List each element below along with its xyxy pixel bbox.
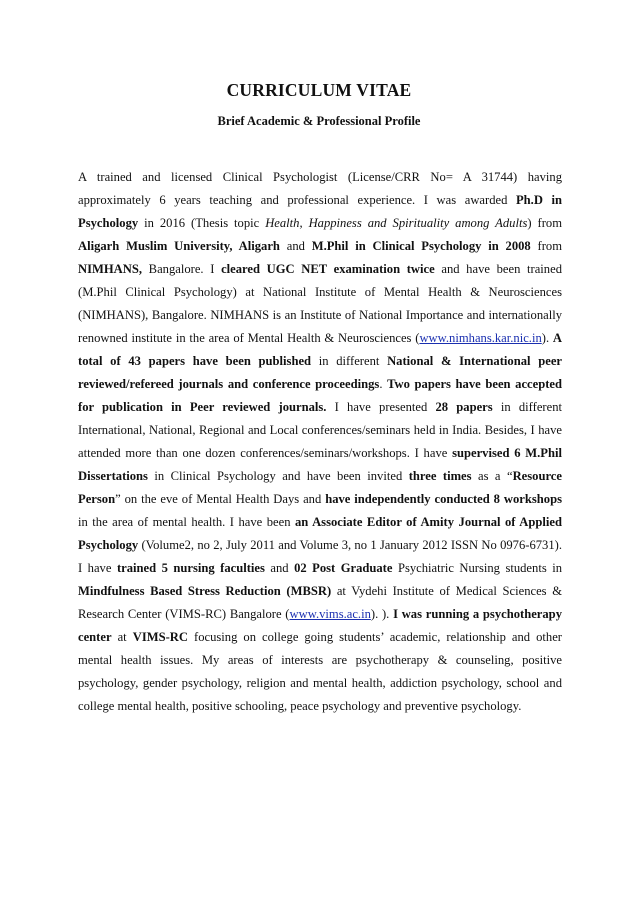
body-text: Psychiatric Nursing students in	[392, 560, 562, 575]
bold-text: A total of 43 papers have been published	[78, 330, 562, 368]
body-text: Bangalore. I	[142, 261, 222, 276]
body-text: in Clinical Psychology and have been invited	[147, 468, 409, 483]
body-text: ) from	[527, 215, 562, 230]
body-text: A trained and licensed Clinical Psychologist (License/CRR No= A 31744) having approximately 6 years teaching and professional experience. I was awarded	[78, 169, 562, 207]
bold-text: Ph.D in Psychology	[78, 192, 562, 230]
body-text: and	[279, 238, 312, 253]
body-text: ” on the eve of Mental Health Days and	[115, 491, 326, 506]
bold-text: NIMHANS,	[78, 261, 143, 276]
bold-text: National & International peer reviewed/refereed journals and conference proceedings	[78, 353, 562, 391]
bold-text: 28 papers	[435, 399, 493, 414]
bold-text: I was running a psychotherapy center	[78, 606, 562, 644]
body-text: ). ).	[370, 606, 394, 621]
bold-text: supervised 6 M.Phil Dissertations	[78, 445, 562, 483]
page-subtitle: Brief Academic & Professional Profile	[217, 114, 421, 128]
bold-text: Aligarh Muslim University, Aligarh	[78, 238, 280, 253]
body-text: ).	[541, 330, 553, 345]
body-text: in different	[311, 353, 388, 368]
body-text: and have been trained (M.Phil Clinical Psychology) at National Institute of Mental Health & Neurosciences (NIMHANS), Bangalore. NIMHANS is an Institute of National Importance and internationally renowned institute in the area of Mental Health & Neurosciences (	[78, 261, 562, 345]
bold-text: an Associate Editor of Amity Journal of Applied Psychology	[78, 514, 562, 552]
body-text: at	[111, 629, 133, 644]
body-text: .	[379, 376, 388, 391]
body-text: I have presented	[326, 399, 436, 414]
website-link[interactable]: www.nimhans.kar.nic.in	[419, 330, 542, 345]
page-title: CURRICULUM VITAE	[226, 80, 412, 100]
body-text: (Volume2, no 2, July 2011 and Volume 3, no 1 January 2012 ISSN No 0976-6731). I have	[78, 537, 562, 575]
website-link[interactable]: www.vims.ac.in	[289, 606, 371, 621]
body-text: as a “	[471, 468, 513, 483]
body-text: in different International, National, Regional and Local conferences/seminars held in India. Besides, I have attended more than one dozen conferences/seminars/workshops. I have	[78, 399, 562, 460]
bold-text: trained 5 nursing faculties	[116, 560, 265, 575]
bold-text: Two papers have been accepted for publication in Peer reviewed journals.	[78, 376, 563, 414]
bold-text: M.Phil in Clinical Psychology in 2008	[311, 238, 531, 253]
bold-text: Resource Person	[78, 468, 562, 506]
italic-text: Health, Happiness and Spirituality among Adults	[265, 215, 528, 230]
bold-text: 02 Post Graduate	[294, 560, 393, 575]
body-text: at Vydehi Institute of Medical Sciences & Research Center (VIMS-RC) Bangalore (	[78, 583, 562, 621]
profile-paragraph	[78, 166, 562, 718]
body-text: from	[530, 238, 562, 253]
bold-text: cleared UGC NET examination twice	[221, 261, 435, 276]
body-text: in the area of mental health. I have been	[78, 514, 295, 529]
bold-text: Mindfulness Based Stress Reduction (MBSR)	[78, 583, 332, 598]
body-text: focusing on college going students’ academic, relationship and other mental health issues. My areas of interests are psychotherapy & counseling, positive psychology, gender psychology, religion and mental health, addiction psychology, school and college mental health, positive schooling, peace psychology and preventive psychology.	[78, 629, 563, 713]
bold-text: three times	[408, 468, 472, 483]
bold-text: have independently conducted 8 workshops	[325, 491, 562, 506]
body-text: and	[264, 560, 295, 575]
bold-text: VIMS-RC	[132, 629, 188, 644]
body-text: in 2016 (Thesis topic	[138, 215, 266, 230]
